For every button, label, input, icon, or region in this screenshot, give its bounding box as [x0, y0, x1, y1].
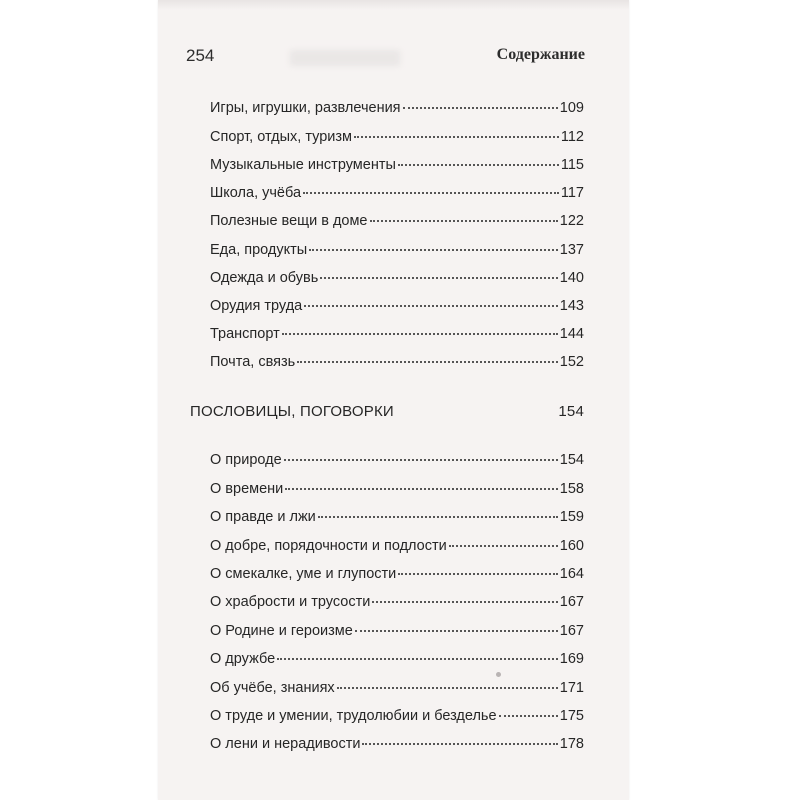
toc-entry-label: Еда, продукты [210, 242, 308, 258]
paper-speck [496, 672, 501, 677]
toc-leader-dots [372, 600, 557, 603]
toc-entry-page: 178 [559, 736, 584, 752]
toc-section-page: 154 [558, 403, 584, 420]
toc-entry [210, 296, 584, 316]
toc-entry-label: Школа, учёба [210, 185, 302, 201]
page-number: 254 [186, 46, 215, 65]
toc-entry-page: 169 [559, 651, 584, 667]
toc-entry [210, 98, 584, 118]
toc-leader-dots [355, 629, 558, 632]
toc-leader-dots [403, 106, 558, 109]
toc-leader-dots [354, 135, 559, 138]
toc-entry-label: О труде и умении, трудолюбии и безделье [210, 708, 497, 724]
toc-entry-page: 143 [559, 298, 584, 314]
toc-entry-label: Игры, игрушки, развлечения [210, 100, 401, 116]
toc-entry [210, 621, 584, 641]
toc-entry-label: Одежда и обувь [210, 270, 319, 286]
book-page [158, 0, 629, 800]
toc-entry-label: Музыкальные инструменты [210, 157, 396, 173]
toc-entry-page: 154 [559, 452, 584, 468]
toc-entry-page: 117 [560, 185, 584, 201]
toc-entry [210, 507, 584, 527]
toc-entry-page: 140 [559, 270, 584, 286]
toc-leader-dots [277, 657, 558, 660]
toc-entry-page: 144 [559, 326, 584, 342]
toc-leader-dots [362, 742, 557, 745]
toc-leader-dots [304, 304, 558, 307]
toc-leader-dots [320, 276, 558, 279]
toc-entry-label: О природе [210, 452, 282, 468]
toc-entry-page: 159 [559, 509, 584, 525]
toc-entry-label: О лени и нерадивости [210, 736, 361, 752]
toc-entry [210, 706, 584, 726]
toc-entry-label: Почта, связь [210, 354, 296, 370]
toc-entry-page: 152 [559, 354, 584, 370]
toc-leader-dots [398, 163, 559, 166]
toc-entry-label: О правде и лжи [210, 509, 316, 525]
toc-leader-dots [297, 360, 558, 363]
toc-leader-dots [303, 191, 559, 194]
toc-leader-dots [285, 487, 558, 490]
toc-leader-dots [309, 248, 558, 251]
toc-leader-dots [284, 458, 558, 461]
toc-section-heading [190, 402, 584, 422]
toc-entry [210, 183, 584, 203]
toc-entry-label: Полезные вещи в доме [210, 213, 368, 229]
toc-entry-label: О времени [210, 481, 284, 497]
toc-entry-page: 171 [559, 680, 584, 696]
toc-entry-page: 122 [559, 213, 584, 229]
toc-entry [210, 649, 584, 669]
toc-entry [210, 240, 584, 260]
toc-entry-label: Транспорт [210, 326, 280, 342]
toc-entry-label: О добре, порядочности и подлости [210, 538, 447, 554]
toc-leader-dots [499, 714, 558, 717]
toc-entry-page: 109 [559, 100, 584, 116]
toc-entry [210, 734, 584, 754]
toc-entry-label: О дружбе [210, 651, 276, 667]
toc-entry [210, 536, 584, 556]
toc-leader-dots [318, 515, 558, 518]
toc-entry-page: 167 [559, 623, 584, 639]
toc-section-spacer [396, 412, 556, 413]
toc-entry-label: О смекалке, уме и глупости [210, 566, 397, 582]
toc-entry [210, 450, 584, 470]
toc-leader-dots [337, 686, 558, 689]
toc-entry [210, 127, 584, 147]
toc-entry [210, 211, 584, 231]
table-of-contents [158, 0, 629, 800]
toc-entry-label: Спорт, отдых, туризм [210, 129, 352, 145]
toc-leader-dots [282, 332, 558, 335]
toc-entry-page: 137 [559, 242, 584, 258]
toc-entry-page: 160 [559, 538, 584, 554]
toc-entry [210, 564, 584, 584]
toc-entry-label: Орудия труда [210, 298, 303, 314]
toc-entry [210, 324, 584, 344]
toc-entry-page: 164 [559, 566, 584, 582]
toc-entry-page: 115 [560, 157, 584, 173]
toc-entry-page: 158 [559, 481, 584, 497]
toc-entry-label: О храбрости и трусости [210, 594, 371, 610]
toc-entry [210, 268, 584, 288]
toc-entry [210, 592, 584, 612]
running-title: Содержание [496, 46, 585, 63]
toc-entry [210, 155, 584, 175]
toc-entry-page: 175 [559, 708, 584, 724]
toc-leader-dots [370, 219, 558, 222]
toc-leader-dots [449, 544, 558, 547]
toc-entry-page: 167 [559, 594, 584, 610]
toc-entry [210, 352, 584, 372]
toc-entry [210, 479, 584, 499]
toc-entry-page: 112 [560, 129, 584, 145]
toc-entry-label: Об учёбе, знаниях [210, 680, 335, 696]
toc-entry-label: О Родине и героизме [210, 623, 353, 639]
toc-section-label: ПОСЛОВИЦЫ, ПОГОВОРКИ [190, 403, 394, 420]
toc-leader-dots [398, 572, 558, 575]
toc-entry [210, 678, 584, 698]
